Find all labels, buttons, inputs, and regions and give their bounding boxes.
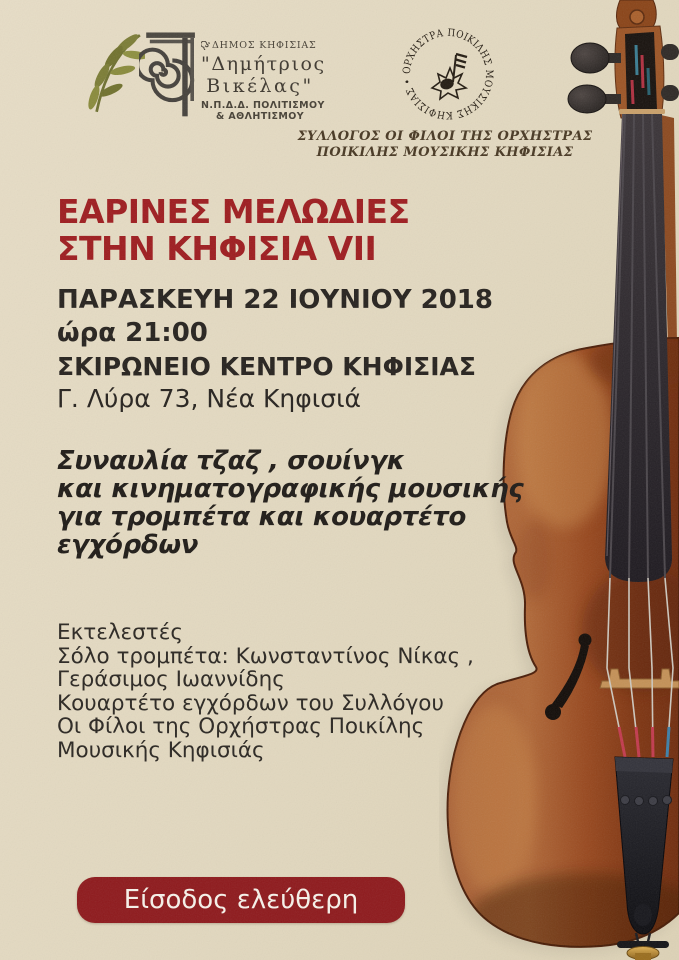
description-line: για τρομπέτα και κουαρτέτο bbox=[57, 502, 467, 532]
spiral-column-icon bbox=[139, 26, 197, 121]
municipality-logo bbox=[84, 26, 326, 126]
association-line1: ΣΥΛΛΟΓΟΣ ΟΙ ΦΙΛΟΙ ΤΗΣ ΟΡΧΗΣΤΡΑΣ bbox=[297, 129, 593, 144]
free-admission-label: Είσοδος ελεύθερη bbox=[123, 885, 359, 915]
performers-line: Σόλο τρομπέτα: Κωνσταντίνος Νίκας , bbox=[57, 643, 474, 669]
olive-branch-icon bbox=[84, 26, 145, 121]
performers-line: Κουαρτέτο εγχόρδων του Συλλόγου bbox=[57, 690, 444, 716]
municipality-text bbox=[201, 40, 326, 122]
page-title bbox=[57, 193, 410, 267]
performers-heading: Εκτελεστές bbox=[57, 620, 183, 645]
title-line1: ΕΑΡΙΝΕΣ ΜΕΛΩΔΙΕΣ bbox=[57, 192, 410, 231]
description-line: και κινηματογραφικής μουσικής bbox=[57, 474, 524, 504]
small-spiral-icon bbox=[201, 41, 210, 50]
event-address: Γ. Λύρα 73, Νέα Κηφισιά bbox=[57, 384, 362, 413]
vikelas-name-line1: "Δημήτριος bbox=[201, 53, 326, 75]
event-venue: ΣΚΙΡΩΝΕΙΟ ΚΕΝΤΡΟ ΚΗΦΙΣΙΑΣ bbox=[57, 352, 476, 381]
municipality-dept-line2: & ΑΘΛΗΤΙΣΜΟΥ bbox=[215, 111, 305, 122]
performers-line: Οι Φίλοι της Ορχήστρας Ποικίλης bbox=[57, 714, 425, 740]
orchestra-logo bbox=[400, 26, 496, 122]
association-name bbox=[254, 129, 636, 161]
municipality-name-row bbox=[201, 40, 319, 51]
event-date: ΠΑΡΑΣΚΕΥΗ 22 ΙΟΥΝΙΟΥ 2018 bbox=[57, 285, 493, 315]
title-line2: ΣΤΗΝ ΚΗΦΙΣΙΑ VII bbox=[57, 229, 377, 268]
music-note-leaf-icon bbox=[432, 54, 467, 99]
municipality-dept-line1: Ν.Π.Δ.Δ. ΠΟΛΙΤΙΣΜΟΥ bbox=[201, 100, 325, 111]
description-line: Συναυλία τζαζ , σουίνγκ bbox=[57, 446, 405, 476]
performers-line: Μουσικής Κηφισιάς bbox=[57, 737, 265, 763]
municipality-name: ΔΗΜΟΣ ΚΗΦΙΣΙΑΣ bbox=[212, 40, 317, 51]
description-line: εγχόρδων bbox=[57, 530, 199, 560]
free-admission-badge bbox=[77, 877, 405, 923]
performers-list bbox=[57, 621, 474, 763]
vikelas-name-line2: Βικέλας" bbox=[206, 75, 314, 97]
performers-line: Γεράσιμος Ιωαννίδης bbox=[57, 667, 285, 693]
event-time: ώρα 21:00 bbox=[57, 318, 208, 348]
orchestra-logo-circular-text: ΟΡΧΗΣΤΡΑ ΠΟΙΚΙΛΗΣ ΜΟΥΣΙΚΗΣ ΚΗΦΙΣΙΑΣ • bbox=[401, 27, 495, 121]
event-description bbox=[57, 447, 524, 559]
association-line2: ΠΟΙΚΙΛΗΣ ΜΟΥΣΙΚΗΣ ΚΗΦΙΣΙΑΣ bbox=[316, 145, 574, 160]
